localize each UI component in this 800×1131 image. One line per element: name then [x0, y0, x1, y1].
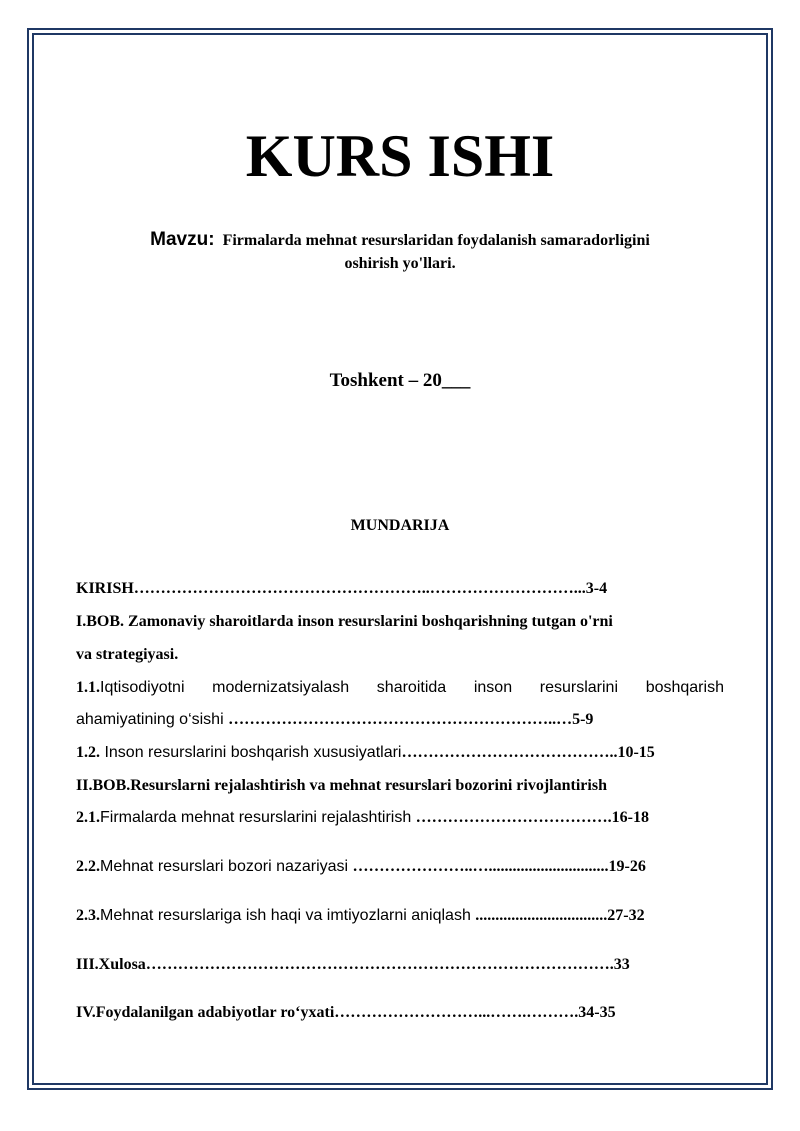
topic-label: Mavzu:	[150, 229, 215, 250]
topic-block	[100, 228, 700, 275]
city-year: Toshkent – 20___	[329, 370, 471, 391]
toc-2-2-pages: …………………..…..............................19-26	[352, 858, 646, 875]
topic-line-1: Firmalarda mehnat resurslaridan foydalanish samaradorligini	[222, 232, 650, 249]
toc-2-3-number: 2.3.	[76, 907, 100, 924]
toc-1-1-word: boshqarish	[645, 679, 724, 696]
toc-1-1-line2	[76, 711, 724, 729]
toc-2-1-text: Firmalarda mehnat resurslarini rejalashtirish	[100, 809, 416, 826]
toc-1-1-word: modernizatsiyalash	[212, 679, 350, 696]
toc-title: MUNDARIJA	[350, 517, 450, 534]
toc-1-2-pages: …………………………………..10-15	[401, 744, 655, 761]
toc-1-1-pages: ……………………………………………………..…5-9	[228, 711, 594, 728]
toc-adabiyotlar: IV.Foydalanilgan adabiyotlar ro‘yxati………………………...…….……….34-35	[76, 1004, 616, 1021]
toc-1-1-number: 1.1.	[76, 679, 100, 696]
toc-1-1-word: sharoitida	[376, 679, 447, 696]
toc-2-3	[76, 907, 724, 925]
toc-2-2-number: 2.2.	[76, 858, 100, 875]
toc-2-1	[76, 809, 724, 827]
toc-1-1-word: Iqtisodiyotni	[100, 679, 185, 696]
topic-line-2: oshirish yo'llari.	[344, 255, 456, 272]
toc-bob1-line2: va strategiyasi.	[76, 646, 179, 663]
toc-2-1-number: 2.1.	[76, 809, 100, 826]
document-title: KURS ISHI	[245, 123, 555, 189]
toc-2-1-pages: ……………………………….16-18	[415, 809, 649, 826]
toc-bob2: II.BOB.Resurslarni rejalashtirish va mehnat resurslari bozorini rivojlantirish	[76, 777, 607, 794]
toc-2-3-pages: .................................27-32	[475, 907, 645, 924]
toc-1-1-word: inson	[473, 679, 513, 696]
toc-kirish: KIRISH………………………………………………..………………………...3-4	[76, 580, 608, 597]
toc-1-2-number: 1.2.	[76, 744, 100, 761]
toc-2-2-text: Mehnat resurslari bozori nazariyasi	[100, 858, 353, 875]
toc-1-1-text: ahamiyatining o‘sishi	[76, 711, 229, 728]
toc-1-1-line1	[76, 679, 724, 697]
toc-1-2-text: Inson resurslarini boshqarish xususiyatlari	[100, 744, 402, 761]
toc-1-2	[76, 744, 724, 762]
toc-xulosa: III.Xulosa…………………………………………………………………………….33	[76, 956, 630, 973]
toc-1-1-word: resurslarini	[539, 679, 619, 696]
toc-2-3-text: Mehnat resurslariga ish haqi va imtiyozlarni aniqlash	[100, 907, 476, 924]
toc-2-2	[76, 858, 724, 876]
toc-bob1-line1: I.BOB. Zamonaviy sharoitlarda inson resurslarini boshqarishning tutgan o'rni	[76, 613, 613, 630]
